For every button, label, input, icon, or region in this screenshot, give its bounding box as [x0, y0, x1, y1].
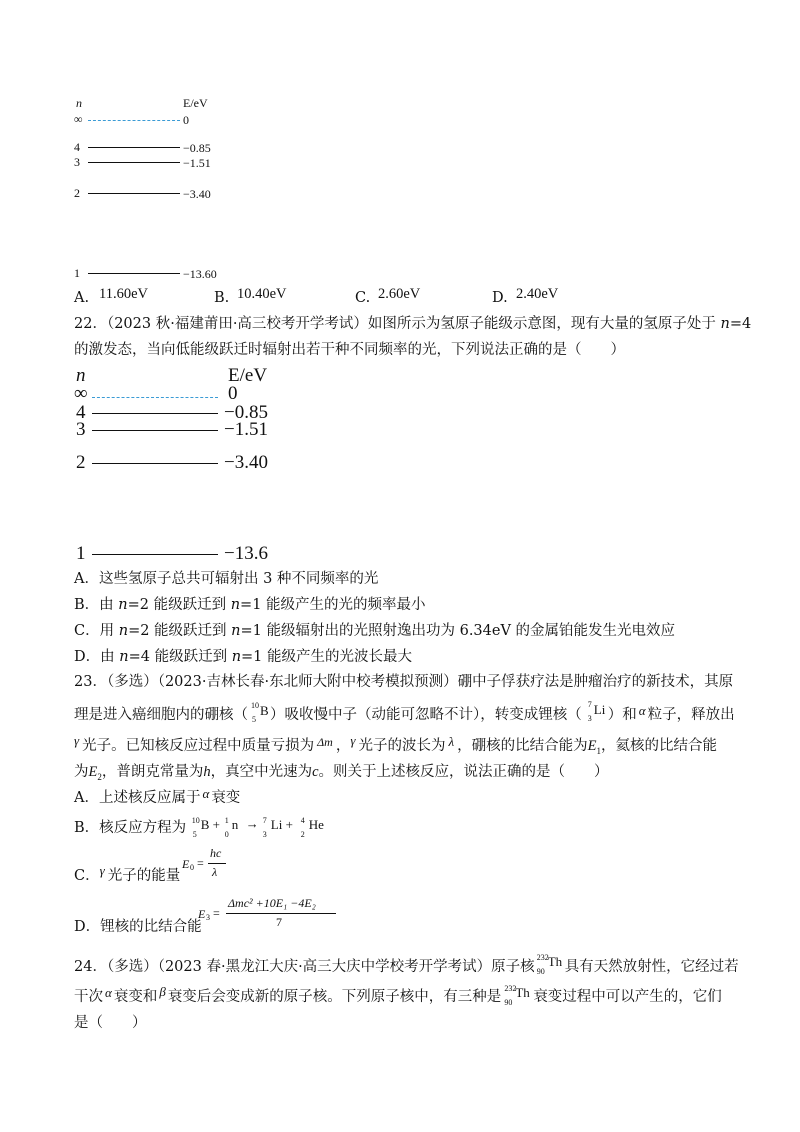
lithium-binding-energy-formula: E 3 = Δmc² +10E₁ −4E₂ 7: [198, 896, 348, 936]
level-line-1: [92, 554, 218, 555]
level-line-2: [88, 193, 180, 194]
level-line-3: [92, 430, 218, 431]
q22-stem-line1: 22．（2023 秋·福建莆田·高三校考开学考试）如图所示为氢原子能级示意图，现有大量的氢原子处于 n=4: [74, 316, 752, 332]
thorium-nuclide: 232 90 Th: [504, 984, 530, 1007]
level-line-4: [92, 413, 218, 414]
level-n-label: 1: [74, 266, 80, 280]
boron-nuclide: 10 5 B: [251, 701, 269, 724]
level-line-infinity: [92, 397, 218, 398]
level-n-label: 2: [74, 186, 80, 200]
level-line-4: [88, 147, 180, 148]
level-n-label: ∞: [74, 383, 88, 404]
q23-stem-line1: 23．（多选）（2023·吉林长春·东北师大附中校考模拟预测）硼中子俘获疗法是肿瘤治疗的新技术，其原: [74, 674, 734, 690]
fraction-bar: [226, 913, 336, 914]
level-n-label: 4: [76, 402, 86, 423]
level-n-label: 3: [74, 155, 80, 169]
level-line-1: [88, 273, 180, 274]
n-axis-label: n: [76, 365, 86, 386]
q22-option-a: A．这些氢原子总共可辐射出 3 种不同频率的光: [74, 571, 379, 587]
q22-option-b: B．由 n=2 能级跃迁到 n=1 能级产生的光的频率最小: [74, 597, 426, 613]
q23-option-d: D．锂核的比结合能: [74, 919, 202, 935]
q23-stem-line2: 理是进入癌细胞内的硼核（ 10 5 B ）吸收慢中子（动能可忽略不计），转变成锂核（ 7 3 Li ）和 α 粒子，释放出: [74, 700, 735, 724]
q23-option-b: B．核反应方程为 10 5 B + 1 0 n → 7 3 Li + 4 2 He: [74, 818, 387, 838]
level-line-3: [88, 162, 180, 163]
level-energy-label: 0: [228, 383, 238, 404]
n-axis-label: n: [76, 96, 82, 110]
level-energy-label: −1.51: [183, 156, 211, 170]
energy-axis-label: E/eV: [183, 96, 208, 110]
option-value: 2.40eV: [516, 286, 559, 302]
level-line-2: [92, 463, 218, 464]
q24-stem-line3: 是（ ）: [74, 1015, 147, 1031]
level-energy-label: 0: [183, 113, 189, 127]
option-letter: D.: [492, 290, 508, 306]
reaction-equation: 10 5 B + 1 0 n → 7 3 Li + 4 2 He: [191, 816, 324, 839]
option-value: 11.60eV: [99, 286, 148, 302]
level-energy-label: −3.40: [224, 452, 268, 473]
level-energy-label: −0.85: [183, 141, 211, 155]
level-n-label: 1: [76, 543, 86, 564]
fraction-bar: [208, 863, 226, 864]
q23-stem-line3: γ 光子。已知核反应过程中质量亏损为 $^{\Delta m}$ ，γ 光子的波长为 λ ，硼核的比结合能为$E_1$，氦核的比结合能: [74, 733, 717, 756]
level-energy-label: −13.6: [224, 543, 268, 564]
level-energy-label: −13.60: [183, 267, 217, 281]
energy-axis-label: E/eV: [228, 365, 268, 386]
level-energy-label: −3.40: [183, 187, 211, 201]
level-n-label: 2: [76, 452, 86, 473]
level-energy-label: −1.51: [224, 419, 268, 440]
option-value: 10.40eV: [237, 286, 287, 302]
photon-energy-formula: E 0 = hc λ: [182, 846, 242, 886]
level-energy-label: −0.85: [224, 402, 268, 423]
q24-stem-line1: 24．（多选）（2023 春·黑龙江大庆·高三大庆中学校考开学考试）原子核 232 90 Th 具有天然放射性，它经过若: [74, 953, 739, 976]
level-n-label: 3: [76, 419, 86, 440]
q23-option-c: C．γ 光子的能量: [74, 863, 181, 884]
q22-option-d: D．由 n=4 能级跃迁到 n=1 能级产生的光波长最大: [74, 649, 413, 665]
level-n-label: 4: [74, 140, 80, 154]
q22-stem-line2: 的激发态，当向低能级跃迁时辐射出若干种不同频率的光，下列说法正确的是（ ）: [74, 342, 625, 358]
option-letter: C.: [355, 290, 371, 306]
level-n-label: ∞: [74, 112, 83, 126]
q23-stem-line4: 为$E_2$，普朗克常量为h，真空中光速为c。则关于上述核反应，说法正确的是（ ）: [74, 764, 609, 782]
q23-option-a: A．上述核反应属于 α 衰变: [74, 786, 241, 806]
option-letter: B.: [214, 290, 230, 306]
q22-option-c: C．用 n=2 能级跃迁到 n=1 能级辐射出的光照射逸出功为 6.34eV 的金属铂能发生光电效应: [74, 623, 676, 639]
thorium-nuclide: 232 90 Th: [536, 953, 563, 976]
option-letter: A.: [74, 290, 90, 306]
lithium-nuclide: 7 3 Li: [587, 700, 606, 723]
level-line-infinity: [88, 120, 180, 121]
option-value: 2.60eV: [378, 286, 421, 302]
q24-stem-line2: 干次 α 衰变和 β 衰变后会变成新的原子核。下列原子核中，有三种是 232 90 Th 衰变过程中可以产生的，它们: [74, 984, 722, 1007]
